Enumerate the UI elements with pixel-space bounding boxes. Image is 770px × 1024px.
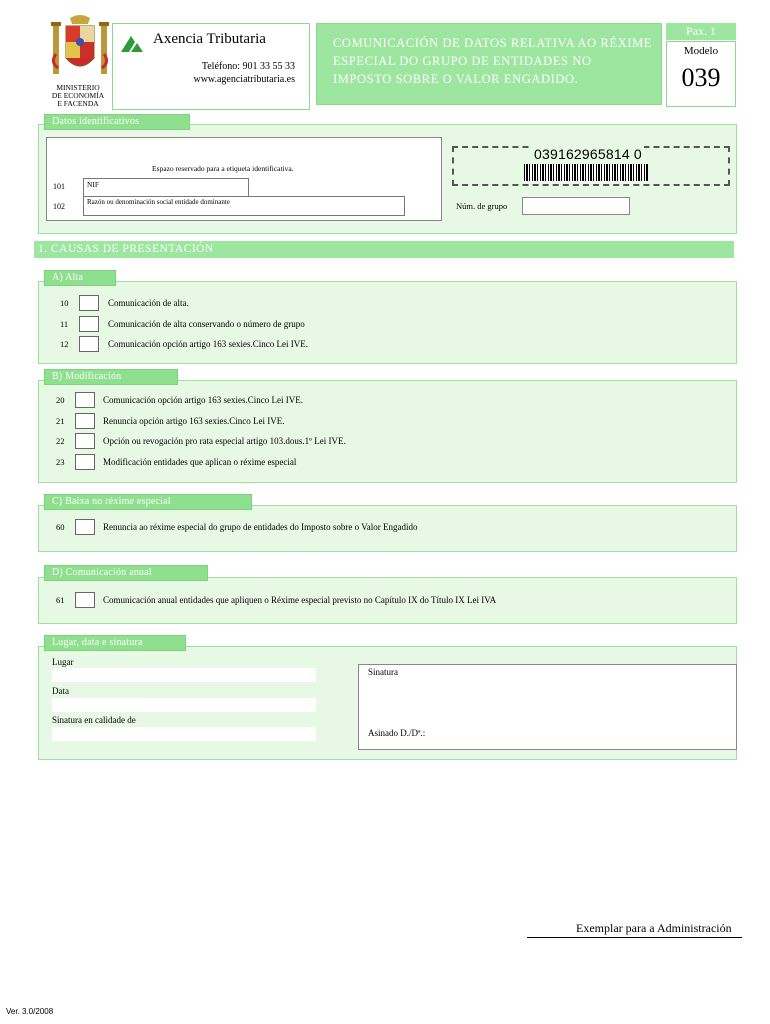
baixa-tab: C) Baixa no réxime especial [44, 494, 252, 510]
alta-checkbox-12[interactable] [79, 336, 99, 352]
date-field[interactable] [52, 698, 316, 712]
alta-checkbox-10[interactable] [79, 295, 99, 311]
anual-code-61: 61 [56, 595, 65, 605]
place-label: Lugar [52, 657, 74, 667]
alta-code-11: 11 [60, 319, 69, 329]
signed-label: Asinado D./Dª.: [368, 728, 426, 738]
baixa-label-60: Renuncia ao réxime especial do grupo de entidades do Imposto sobre o Valor Engadido [103, 522, 418, 532]
page-number-box [666, 23, 736, 40]
modelo-label: Modelo [683, 45, 719, 57]
mod-label-23: Modificación entidades que aplican o réxime especial [103, 457, 297, 467]
nif-label: NIF [87, 180, 100, 189]
modelo-box [666, 41, 736, 107]
identification-tab: Datos identificativos [44, 114, 190, 130]
alta-code-10: 10 [60, 298, 69, 308]
barcode-frame [452, 146, 730, 186]
name-code: 102 [53, 202, 65, 211]
ministry-block [42, 14, 114, 110]
modelo-number: 039 [681, 63, 721, 92]
form-title: COMUNICACIÓN DE DATOS RELATIVA AO RÉXIME ESPECIAL DO GRUPO DE ENTIDADES NO IMPOSTO SOBRE O VALOR ENGADIDO. [333, 36, 653, 86]
alta-code-12: 12 [60, 339, 69, 349]
copy-label: Exemplar para a Administración [576, 921, 732, 935]
signature-label: Sinatura [368, 667, 398, 677]
nif-field[interactable] [83, 178, 249, 198]
mod-label-20: Comunicación opción artigo 163 sexies.Cinco Lei IVE. [103, 395, 303, 405]
ministry-name: MINISTERIO DE ECONOMÍA E FACENDA [51, 83, 105, 108]
copy-underline [527, 937, 742, 938]
mod-checkbox-20[interactable] [75, 392, 95, 408]
mod-code-22: 22 [56, 436, 65, 446]
alta-label-12: Comunicación opción artigo 163 sexies.Cinco Lei IVE. [108, 339, 308, 349]
anual-label-61: Comunicación anual entidades que apliquen o Réxime especial previsto no Capítulo IX do Título IX Lei IVA [103, 595, 497, 605]
agency-name: Axencia Tributaria [153, 31, 266, 47]
place-field[interactable] [52, 668, 316, 682]
mod-code-20: 20 [56, 395, 65, 405]
group-number-label: Núm. de grupo [456, 201, 508, 211]
agency-phone: Teléfono: 901 33 55 33 [201, 61, 295, 72]
alta-label-10: Comunicación de alta. [108, 298, 189, 308]
baixa-checkbox-60[interactable] [75, 519, 95, 535]
mod-code-21: 21 [56, 416, 65, 426]
anual-tab: D) Comunicación anual [44, 565, 208, 581]
group-number-field[interactable] [522, 197, 630, 215]
alta-tab: A) Alta [44, 270, 116, 286]
mod-label-21: Renuncia opción artigo 163 sexies.Cinco Lei IVE. [103, 416, 285, 426]
baixa-code-60: 60 [56, 522, 65, 532]
form-title-box [316, 23, 662, 105]
agency-box [112, 23, 310, 110]
nif-code: 101 [53, 182, 65, 191]
anual-checkbox-61[interactable] [75, 592, 95, 608]
signature-tab: Lugar, data e sinatura [44, 635, 186, 651]
mod-checkbox-21[interactable] [75, 413, 95, 429]
name-field[interactable] [83, 196, 405, 216]
barcode-number: 039162965814 0 [534, 146, 642, 162]
mod-code-23: 23 [56, 457, 65, 467]
version-label: Ver. 3.0/2008 [6, 1007, 54, 1016]
label-reserved-text: Espazo reservado para a etiqueta identificativa. [152, 164, 294, 173]
page-number: Pax. 1 [686, 24, 716, 38]
barcode-icon [524, 164, 648, 181]
agency-website: www.agenciatributaria.es [193, 74, 295, 85]
capacity-field[interactable] [52, 727, 316, 741]
coat-of-arms-icon [50, 14, 110, 82]
section1-title-bar [34, 241, 734, 258]
signature-box[interactable] [358, 664, 737, 750]
section1-title: 1. CAUSAS DE PRESENTACIÓN [38, 243, 214, 255]
mod-label-22: Opción ou revogación pro rata especial artigo 103.dous.1º Lei IVE. [103, 436, 346, 446]
date-label: Data [52, 686, 69, 696]
capacity-label: Sinatura en calidade de [52, 715, 136, 725]
mod-checkbox-22[interactable] [75, 433, 95, 449]
alta-checkbox-11[interactable] [79, 316, 99, 332]
agency-logo-icon [119, 34, 145, 54]
modificacion-tab: B) Modificación [44, 369, 178, 385]
label-reserved-area [46, 137, 442, 221]
name-label: Razón ou denominación social entidade dominante [87, 198, 230, 206]
alta-label-11: Comunicación de alta conservando o número de grupo [108, 319, 305, 329]
mod-checkbox-23[interactable] [75, 454, 95, 470]
